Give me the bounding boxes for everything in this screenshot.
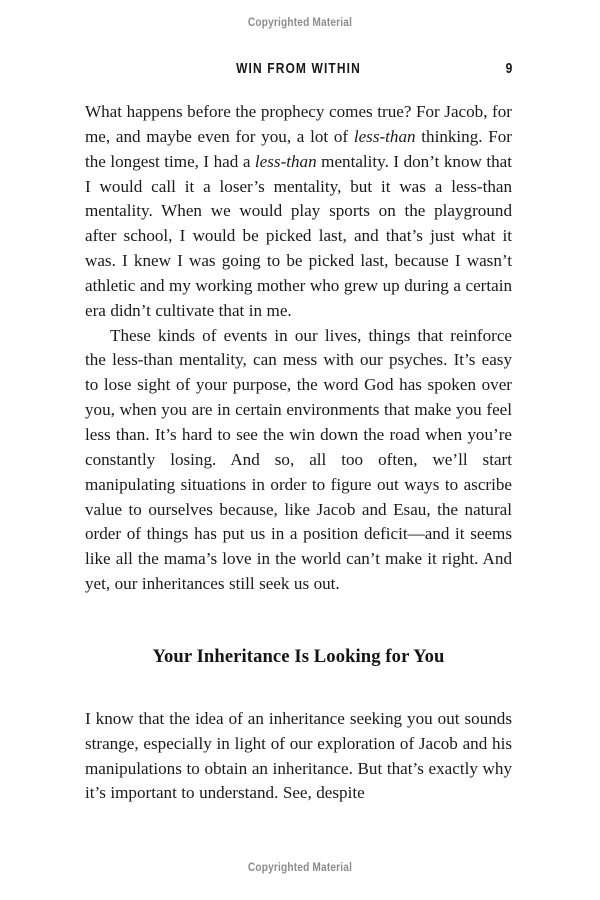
emphasis-less-than-first: less-than	[353, 126, 416, 146]
paragraph-two: These kinds of events in our lives, things that reinforce the less-than mentality, can mess with our psyches. It’s easy to lose sight of your purpose, the word God has spoken over you, when you are in certain environments that make you feel less than. It’s hard to see the win down the road when you’re constantly losing. And so, all too often, we’ll start manipulating situations in order to figure out ways to ascribe value to ourselves because, like Jacob and Esau, the natural order of things has put us in a position deficit—and it seems like all the mama’s love in the world can’t make it right. And yet, our inheritances still seek us out.	[85, 325, 512, 594]
copyright-watermark-bottom: Copyrighted Material	[247, 862, 353, 874]
paragraph-one-part-one: What happens before the prophecy comes true? For Jacob, for me, and maybe even for you, a lot of	[85, 102, 512, 146]
paragraph-one-part-three: mentality. I don’t know that I would call it a loser’s mentality, but it was a less-than mentality. When we would play sports on the playground after school, I would be picked last, and that’s just what it was. I knew I was going to be picked last, because I wasn’t athletic and my working mother who grew up during a certain era didn’t cultivate that in me.	[85, 151, 512, 320]
running-head-title: WIN FROM WITHIN	[236, 60, 361, 77]
page-number: 9	[505, 60, 512, 77]
body-text-block	[85, 100, 512, 806]
paragraph-three: I know that the idea of an inheritance seeking you out sounds strange, especially in light of our exploration of Jacob and his manipulations to obtain an inheritance. But that’s exactly why it’s important to understand. See, despite	[85, 708, 512, 803]
copyright-watermark-top: Copyrighted Material	[247, 17, 353, 29]
heading-spacer-above	[85, 597, 512, 645]
section-heading: Your Inheritance Is Looking for You	[152, 645, 445, 667]
running-head	[85, 60, 512, 82]
paragraph-one	[85, 100, 512, 324]
heading-spacer-below	[85, 669, 512, 707]
paragraph-one-part-two: thinking. For the longest time, I had a	[85, 126, 512, 171]
emphasis-less-than-second: less-than	[254, 151, 317, 171]
